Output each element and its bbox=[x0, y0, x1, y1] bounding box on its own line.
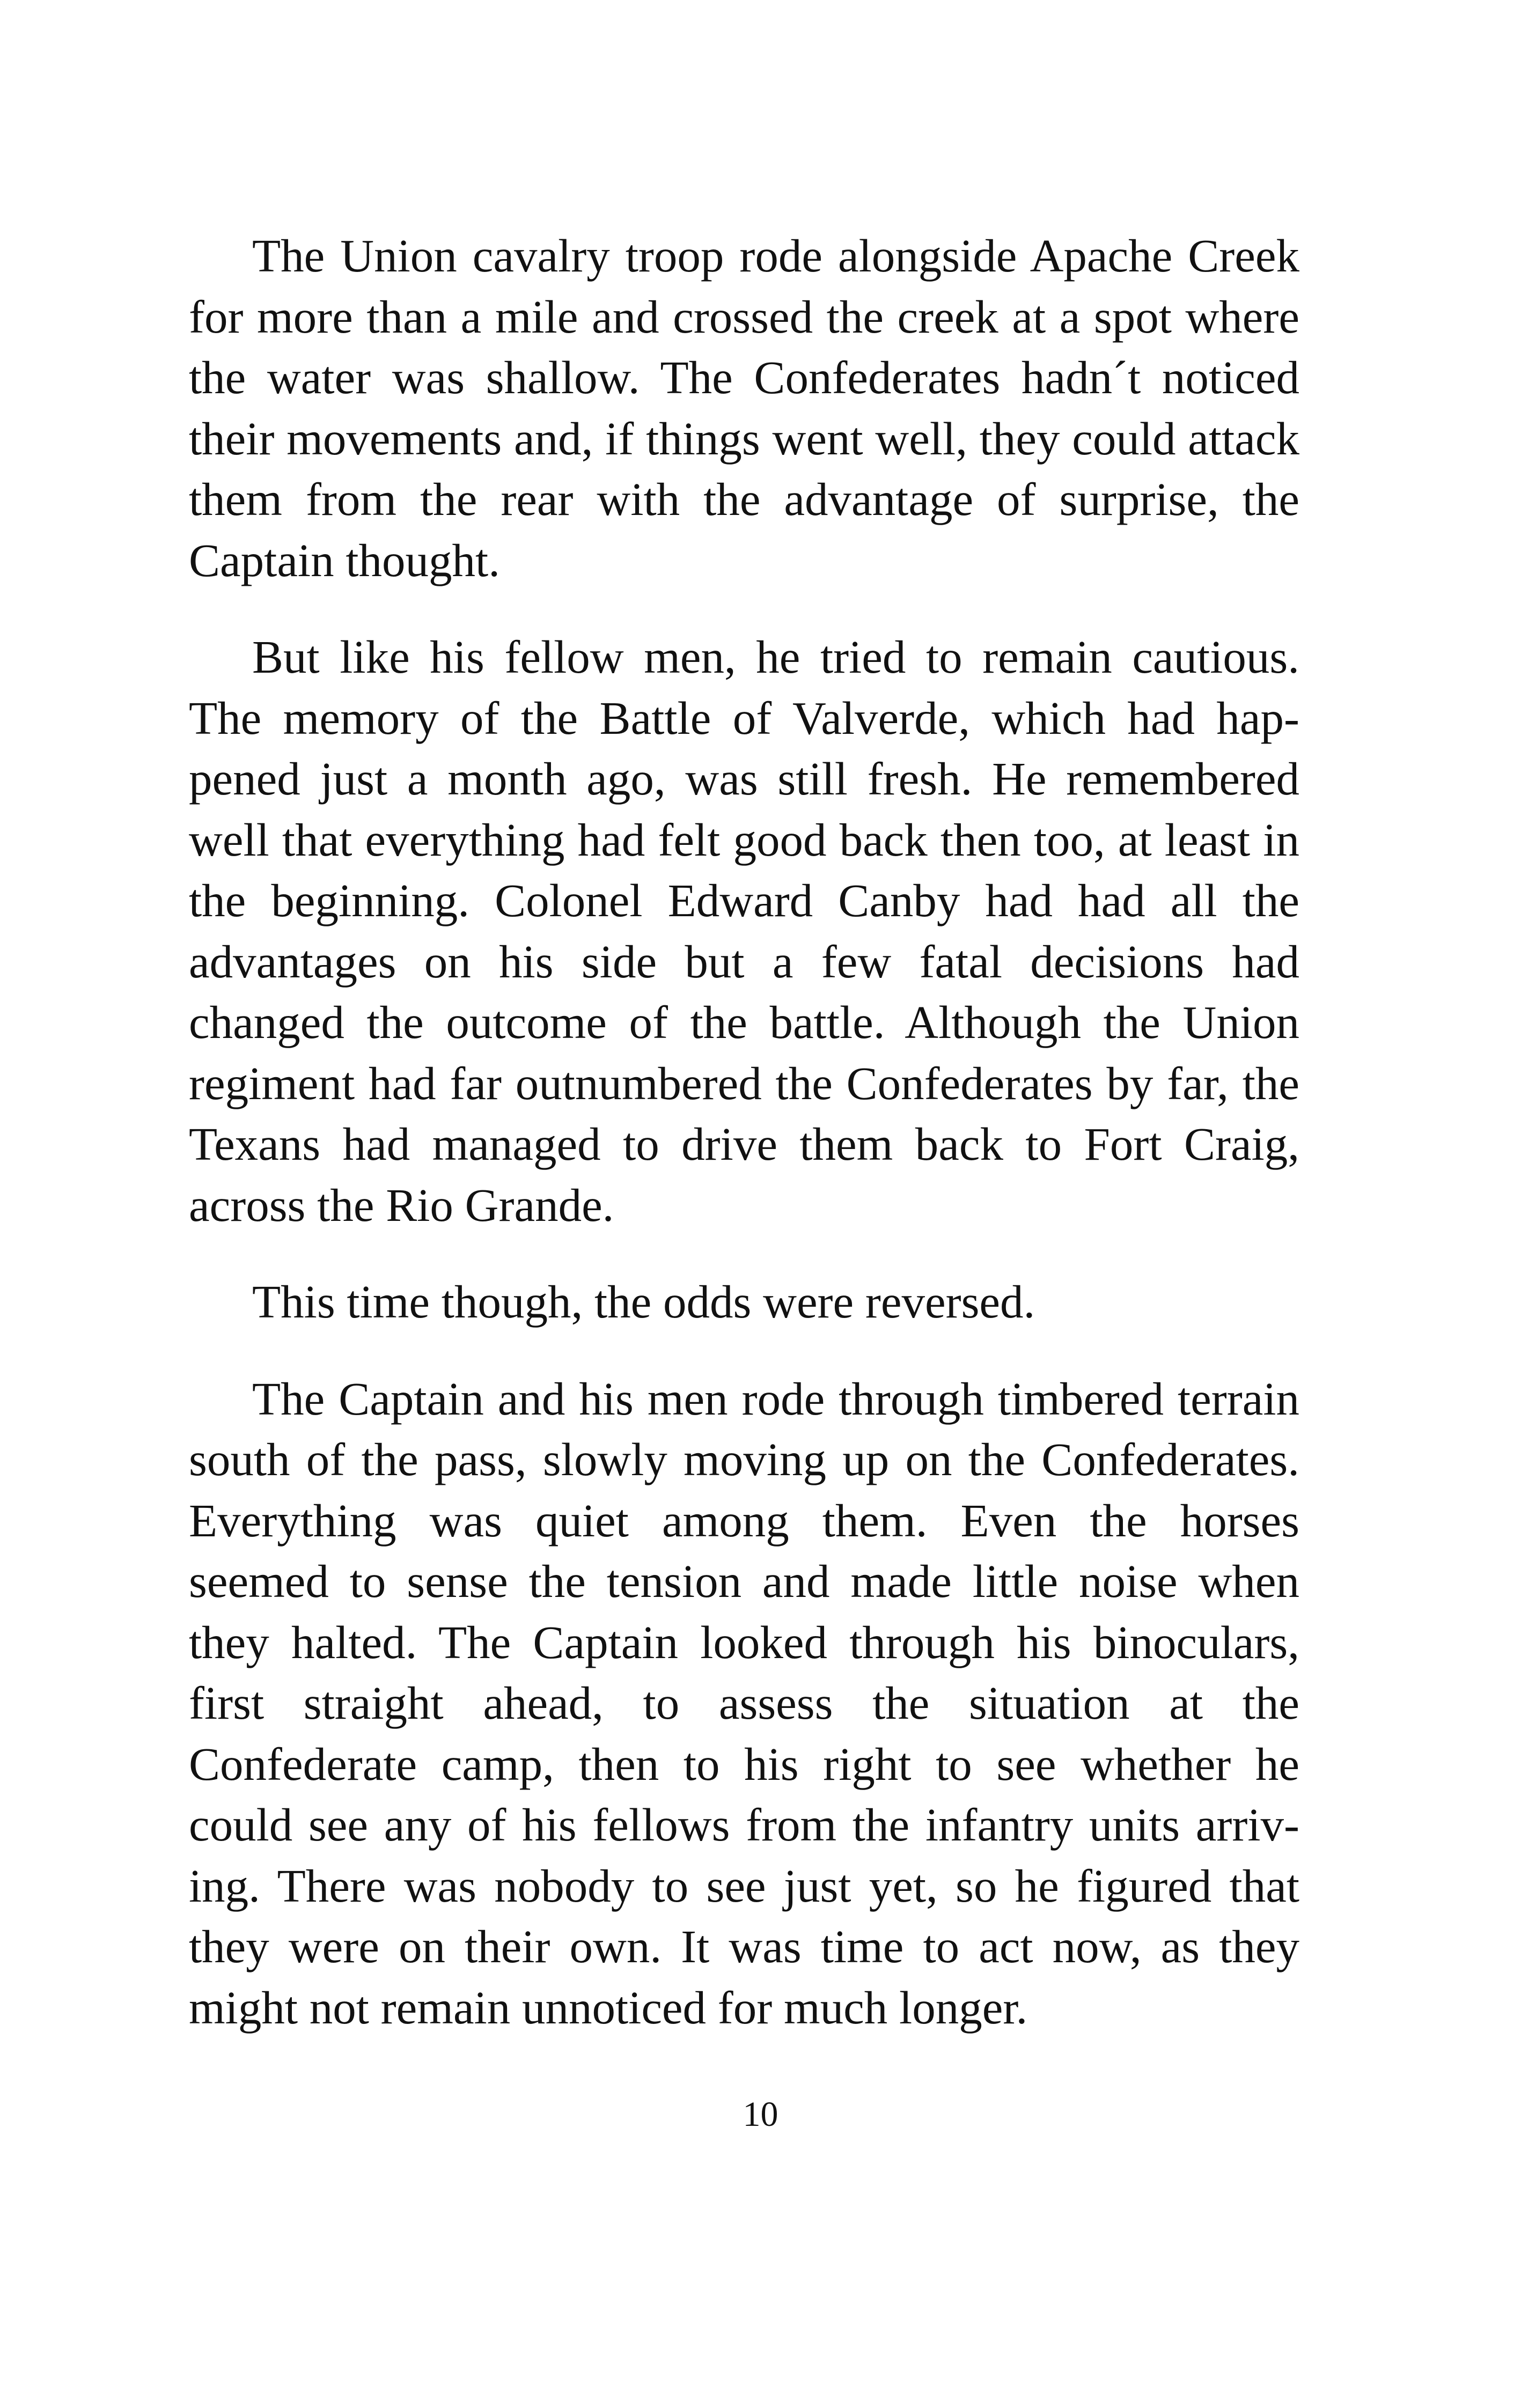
paragraph-2: But like his fellow men, he tried to remain cautious. The memory of the Battle of Valverde, which had happened just a month ago, was still fresh. He remembered well that everything had felt good back then too, at least in the beginning. Colonel Edward Canby had had all the advantages on his side but a few fatal decisions had changed the outcome of the battle. Although the Union regiment had far outnumbered the Confederates by far, the Texans had managed to drive them back to Fort Craig, across the Rio Grande. bbox=[189, 631, 1299, 1231]
paragraph-1: The Union cavalry troop rode alongside Apache Creek for more than a mile and crossed the creek at a spot where the water was shallow. The Confederates hadn´t noticed their movements and, if things went well, they could attack them from the rear with the advantage of surprise, the Captain thought. bbox=[189, 230, 1299, 586]
body-text bbox=[189, 225, 1299, 2038]
paragraph-4: The Captain and his men rode through timbered terrain south of the pass, slowly moving up on the Confederates. Everything was quiet among them. Even the horses seemed to sense the tension and made little noise when they halted. The Captain looked through his binoculars, first straight ahead, to assess the situation at the Confederate camp, then to his right to see whether he could see any of his fellows from the infantry units arriving. There was nobody to see just yet, so he figured that they were on their own. It was time to act now, as they might not remain unnoticed for much longer. bbox=[189, 1372, 1299, 2034]
paragraph-3: This time though, the odds were reversed. bbox=[252, 1276, 1035, 1328]
page-number: 10 bbox=[743, 2095, 778, 2134]
